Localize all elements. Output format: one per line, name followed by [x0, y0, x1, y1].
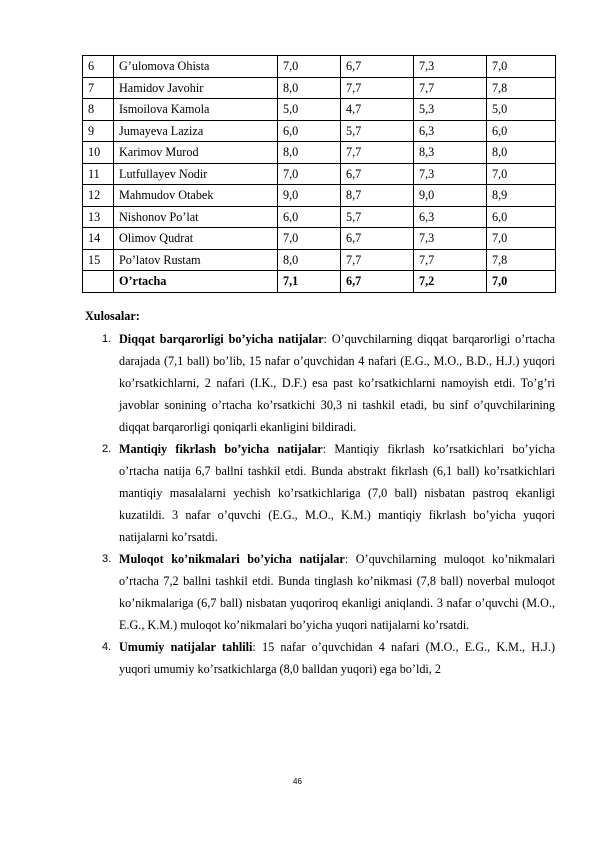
row-number-cell: 10	[83, 142, 114, 164]
score-cell: 7,3	[414, 163, 487, 185]
conclusions-section	[82, 305, 555, 680]
table-row	[83, 120, 556, 142]
score-cell: 6,0	[278, 120, 341, 142]
score-cell: 7,0	[278, 228, 341, 250]
conclusion-item	[82, 328, 555, 438]
score-cell: 8,9	[487, 185, 556, 207]
conclusion-number: 1.	[102, 333, 112, 345]
conclusion-text: : Mantiqiy fikrlash ko’rsatkichlari bo’yicha o’rtacha natija 6,7 ballni tashkil etdi. Bunda abstrakt fikrlash (6,1 ball) ko’rsatkichlari mantiqiy masalalarni yechish ko’rsatkichlariga (7,0 ball) nisbatan pastroq ekanligi kuzatildi. 3 nafar o’quvchi (E.G., M.O., K.M.) mantiqiy fikrlash bo’yicha yuqori natijalarni ko’rsatdi.	[119, 442, 555, 544]
row-number-cell: 15	[83, 249, 114, 271]
score-cell: 6,7	[341, 163, 414, 185]
conclusion-number: 4.	[102, 641, 112, 653]
student-name-cell: Karimov Murod	[114, 142, 278, 164]
table-row	[83, 228, 556, 250]
average-row	[83, 271, 556, 293]
empty-cell	[83, 271, 114, 293]
score-cell: 7,7	[341, 142, 414, 164]
student-name-cell: G’ulomova Ohista	[114, 56, 278, 78]
average-score-cell: 7,1	[278, 271, 341, 293]
conclusion-text: : O’quvchilarning muloqot ko’nikmalari o’rtacha 7,2 ballni tashkil etdi. Bunda tinglash ko’nikmasi (7,8 ball) noverbal muloqot ko’nikmalariga (6,7 ball) nisbatan yuqoriroq ekanligi aniqlandi. 3 nafar o’quvchi (M.O., E.G., K.M.) muloqot ko’nikmalari bo’yicha yuqori natijalarni ko’rsatdi.	[119, 552, 555, 632]
student-name-cell: Olimov Qudrat	[114, 228, 278, 250]
conclusion-item	[82, 438, 555, 548]
conclusion-item	[82, 548, 555, 636]
conclusion-term: Umumiy natijalar tahlili	[119, 640, 253, 654]
score-cell: 4,7	[341, 99, 414, 121]
student-name-cell: Po’latov Rustam	[114, 249, 278, 271]
score-cell: 7,7	[341, 77, 414, 99]
score-cell: 6,0	[278, 206, 341, 228]
score-cell: 7,0	[487, 228, 556, 250]
conclusion-number: 3.	[102, 553, 112, 565]
score-cell: 8,0	[487, 142, 556, 164]
score-cell: 7,7	[341, 249, 414, 271]
score-cell: 8,0	[278, 249, 341, 271]
score-cell: 7,7	[414, 249, 487, 271]
score-cell: 6,7	[341, 56, 414, 78]
score-cell: 7,0	[278, 163, 341, 185]
conclusion-term: Muloqot ko’nikmalari bo’yicha natijalar	[119, 552, 345, 566]
score-cell: 6,7	[341, 228, 414, 250]
score-cell: 9,0	[278, 185, 341, 207]
score-cell: 8,7	[341, 185, 414, 207]
table-row	[83, 185, 556, 207]
score-cell: 6,0	[487, 206, 556, 228]
table-row	[83, 249, 556, 271]
score-cell: 5,0	[278, 99, 341, 121]
row-number-cell: 7	[83, 77, 114, 99]
score-cell: 8,0	[278, 77, 341, 99]
row-number-cell: 12	[83, 185, 114, 207]
score-cell: 7,7	[414, 77, 487, 99]
results-table-body	[83, 56, 556, 293]
score-cell: 6,3	[414, 120, 487, 142]
table-row	[83, 99, 556, 121]
conclusions-heading: Xulosalar:	[85, 309, 140, 323]
table-row	[83, 163, 556, 185]
score-cell: 6,0	[487, 120, 556, 142]
conclusion-number: 2.	[102, 443, 112, 455]
row-number-cell: 9	[83, 120, 114, 142]
table-row	[83, 56, 556, 78]
student-name-cell: Ismoilova Kamola	[114, 99, 278, 121]
results-table	[82, 55, 556, 293]
score-cell: 7,0	[487, 163, 556, 185]
conclusion-term: Diqqat barqarorligi bo’yicha natijalar	[119, 332, 324, 346]
score-cell: 5,7	[341, 206, 414, 228]
row-number-cell: 14	[83, 228, 114, 250]
page-number: 46	[293, 777, 302, 786]
score-cell: 8,3	[414, 142, 487, 164]
score-cell: 7,3	[414, 228, 487, 250]
average-score-cell: 7,2	[414, 271, 487, 293]
table-row	[83, 206, 556, 228]
score-cell: 7,0	[487, 56, 556, 78]
score-cell: 8,0	[278, 142, 341, 164]
conclusions-list	[82, 328, 555, 680]
score-cell: 7,8	[487, 249, 556, 271]
score-cell: 5,0	[487, 99, 556, 121]
average-score-cell: 6,7	[341, 271, 414, 293]
score-cell: 9,0	[414, 185, 487, 207]
conclusion-item	[82, 636, 555, 680]
row-number-cell: 6	[83, 56, 114, 78]
score-cell: 5,3	[414, 99, 487, 121]
student-name-cell: Mahmudov Otabek	[114, 185, 278, 207]
student-name-cell: Hamidov Javohir	[114, 77, 278, 99]
student-name-cell: Jumayeva Laziza	[114, 120, 278, 142]
score-cell: 7,8	[487, 77, 556, 99]
score-cell: 7,0	[278, 56, 341, 78]
conclusion-term: Mantiqiy fikrlash bo’yicha natijalar	[119, 442, 323, 456]
score-cell: 5,7	[341, 120, 414, 142]
row-number-cell: 13	[83, 206, 114, 228]
conclusion-text: : 15 nafar o’quvchidan 4 nafari (M.O., E.G., K.M., H.J.) yuqori umumiy ko’rsatkichlarga (8,0 balldan yuqori) ega bo’ldi, 2	[119, 640, 556, 676]
table-row	[83, 77, 556, 99]
row-number-cell: 11	[83, 163, 114, 185]
average-score-cell: 7,0	[487, 271, 556, 293]
student-name-cell: Lutfullayev Nodir	[114, 163, 278, 185]
score-cell: 7,3	[414, 56, 487, 78]
score-cell: 6,3	[414, 206, 487, 228]
table-row	[83, 142, 556, 164]
average-label-cell: O’rtacha	[114, 271, 278, 293]
student-name-cell: Nishonov Po’lat	[114, 206, 278, 228]
conclusion-text: : O’quvchilarning diqqat barqarorligi o’rtacha darajada (7,1 ball) bo’lib, 15 nafar o’quvchidan 4 nafari (E.G., M.O., B.D., H.J.) yuqori ko’rsatkichlarni, 2 nafari (I.K., D.F.) esa past ko’rsatkichlarni namoyish etdi. To’g’ri javoblar sonining o’rtacha ko’rsatkichi 30,3 ni tashkil etadi, bu sinf o’quvchilarining diqqat barqarorligi qoniqarli ekanligini bildiradi.	[119, 332, 555, 434]
row-number-cell: 8	[83, 99, 114, 121]
